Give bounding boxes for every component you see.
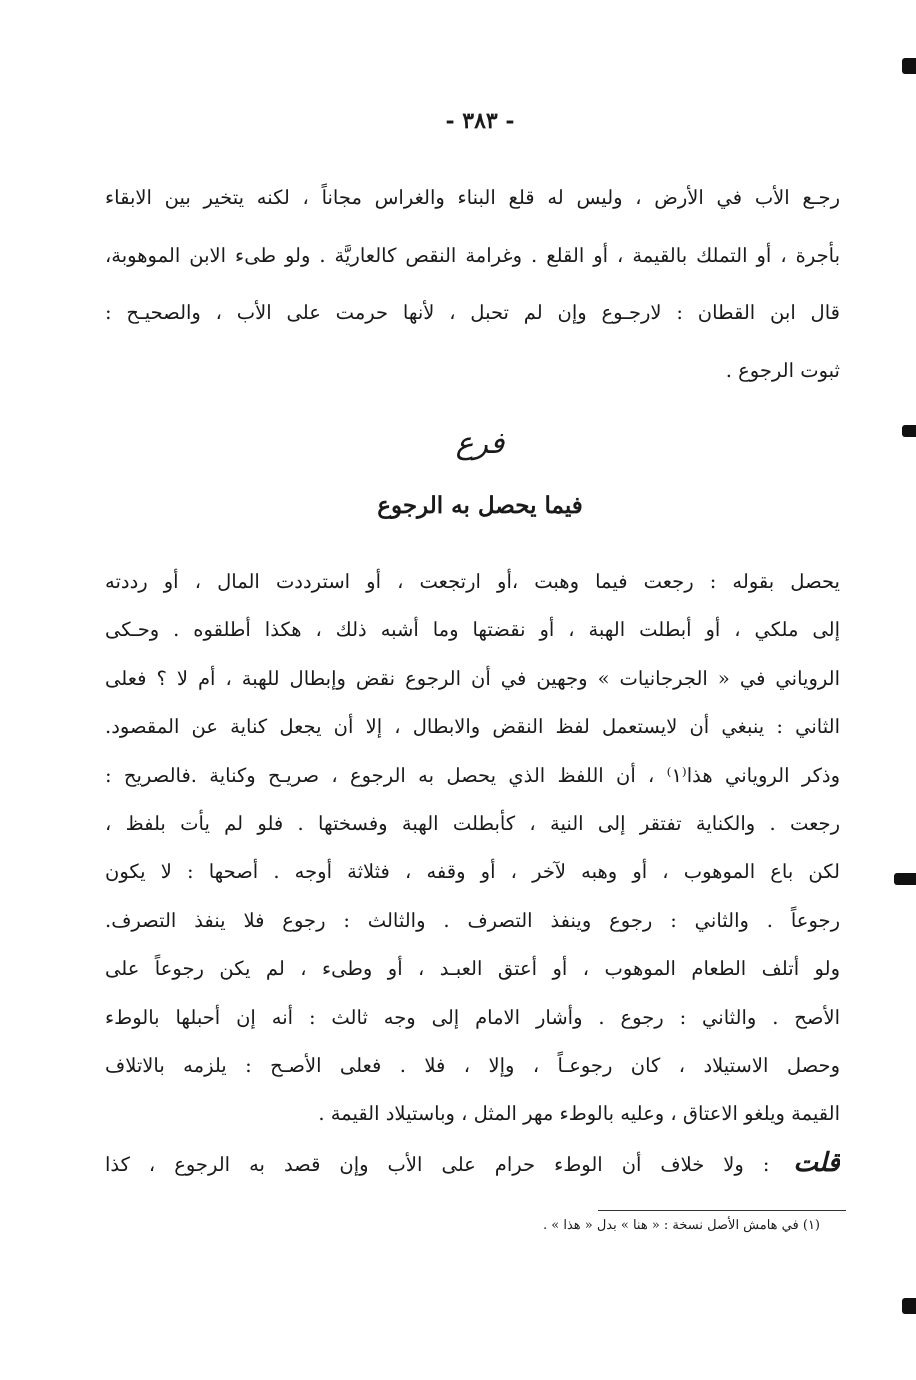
text-line: وذكر الروياني هذا⁽١⁾ ، أن اللفظ الذي يحصل به الرجوع ، صريـح وكناية .فالصريح : [105, 763, 840, 787]
footnote-divider [598, 1210, 846, 1211]
text-line-qult [105, 1143, 840, 1191]
paragraph-2 [105, 562, 840, 1191]
scan-edge-mark [902, 58, 916, 74]
text-line: الروياني في « الجرجانيات » وجهين في أن الرجوع نقض وإبطال للهبة ، أم لا ؟ فعلى [105, 666, 840, 690]
text-line: رجعت . والكناية تفتقر إلى النية ، كأبطلت الهبة وفسختها . فلو لم يأت بلفظ ، [105, 811, 840, 835]
scan-edge-mark [894, 873, 916, 885]
text-line: الثاني : ينبغي أن لايستعمل لفظ النقض والابطال ، إلا أن يجعل كناية عن المقصود. [105, 715, 840, 739]
text-line: وحصل الاستيلاد ، كان رجوعـاً ، وإلا ، فلا . فعلى الأصـح : يلزمه بالاتلاف [105, 1053, 840, 1077]
text-line: بأجرة ، أو التملك بالقيمة ، أو القلع . وغرامة النقص كالعاريَّة . ولو طىء الابن الموهوبة، [105, 243, 840, 267]
text-line: القيمة ويلغو الاعتاق ، وعليه بالوطء مهر المثل ، وباستيلاد القيمة . [318, 1102, 840, 1126]
text-line: ولو أتلف الطعام الموهوب ، أو أعتق العبـد ، أو وطىء ، لم يكن رجوعاً على [105, 957, 840, 981]
text-line: ثبوت الرجوع . [725, 358, 840, 382]
text-line: إلى ملكي ، أو أبطلت الهبة ، أو نقضتها وما أشبه ذلك ، هكذا أطلقوه . وحـكى [105, 618, 840, 642]
text-line: يحصل بقوله : رجعت فيما وهبت ،أو ارتجعت ، أو استرددت المال ، أو رددته [105, 570, 840, 593]
qult-text: : ولا خلاف أن الوطء حرام على الأب وإن قصد به الرجوع ، كذا [105, 1152, 770, 1176]
page-number: - ٣٨٣ - [445, 108, 515, 134]
scan-edge-mark [902, 425, 916, 437]
text-line: قال ابن القطان : لارجـوع وإن لم تحبل ، لأنها حرمت على الأب ، والصحيـح : [105, 301, 840, 324]
qult-label: قلت [793, 1147, 840, 1178]
text-line: لكن باع الموهوب ، أو وهبه لآخر ، أو وقفه ، فثلاثة أوجه . أصحها : لا يكون [105, 860, 840, 884]
footnote: (١) في هامش الأصل نسخة : « هنا » بدل « هذا » . [543, 1218, 820, 1233]
scan-edge-mark [902, 1298, 916, 1314]
text-line: رجـع الأب في الأرض ، وليس له قلع البناء والغراس مجاناً ، لكنه يتخير بين الابقاء [105, 186, 840, 209]
text-line: الأصح . والثاني : رجوع . وأشار الامام إلى وجه ثالث : أنه إن أحبلها بالوطء [105, 1005, 840, 1029]
section-subheading: فيما يحصل به الرجوع [377, 492, 583, 519]
paragraph-1 [105, 176, 840, 406]
text-line: رجوعاً . والثاني : رجوع وينفذ التصرف . والثالث : رجوع فلا ينفذ التصرف. [105, 908, 840, 932]
section-heading: فرع [455, 426, 505, 461]
